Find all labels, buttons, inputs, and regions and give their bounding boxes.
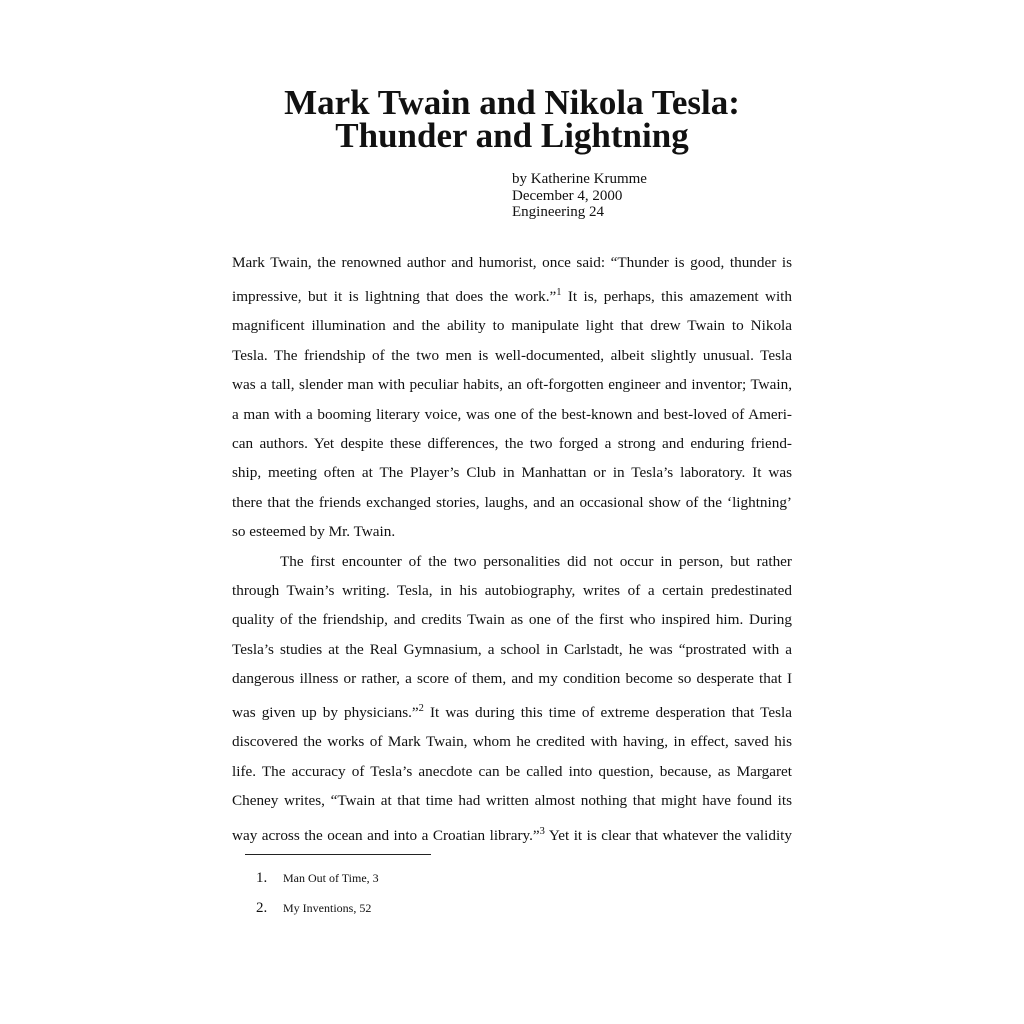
text-segment: ship, meeting often at The Player’s Club in Manhattan or in Tesla’s laboratory. It was	[232, 464, 792, 482]
text-line	[232, 609, 792, 638]
text-line	[232, 462, 792, 491]
text-segment: life. The accuracy of Tesla’s anecdote can be called into question, because, as Margaret	[232, 762, 792, 780]
text-line	[232, 492, 792, 521]
footnote-reference: 1	[556, 287, 562, 299]
text-line	[232, 345, 792, 374]
text-line	[232, 521, 792, 550]
text-line	[232, 697, 792, 731]
text-line	[232, 252, 792, 281]
course: Engineering 24	[512, 204, 605, 220]
text-line	[232, 731, 792, 760]
text-line	[232, 761, 792, 790]
text-line	[232, 790, 792, 819]
text-line	[232, 551, 792, 580]
text-segment: magnificent illumination and the ability to manipulate light that drew Twain to Nikola	[232, 317, 792, 335]
text-segment: Tesla. The friendship of the two men is well-documented, albeit slightly unusual. Tesla	[232, 346, 792, 364]
text-segment: impressive, but it is lightning that does the work.”	[232, 288, 557, 306]
title-line-1: Mark Twain and Nikola Tesla:	[284, 83, 740, 122]
body-text	[232, 252, 792, 854]
text-line	[232, 580, 792, 609]
footnote-1	[256, 869, 379, 887]
author: by Katherine Krumme	[512, 171, 647, 187]
footnote-text: My Inventions, 52	[283, 901, 372, 915]
text-segment: Tesla’s studies at the Real Gymnasium, a school in Carlstadt, he was “prostrated with a	[232, 640, 792, 658]
byline	[512, 171, 647, 221]
text-segment: It was during this time of extreme desperation that Tesla	[423, 704, 792, 722]
date: December 4, 2000	[512, 187, 623, 204]
text-segment: Cheney writes, “Twain at that time had written almost nothing that might have found its	[232, 792, 792, 810]
text-segment: can authors. Yet despite these differences, the two forged a strong and enduring friend-	[232, 434, 792, 452]
footnote-number: 1.	[256, 870, 268, 886]
text-segment: was a tall, slender man with peculiar habits, an oft-forgotten engineer and inventor; Twain,	[232, 376, 792, 394]
footnote-text: Man Out of Time, 3	[283, 871, 379, 885]
text-segment: there that the friends exchanged stories, laughs, and an occasional show of the ‘lightning’	[232, 493, 792, 511]
title-line-2: Thunder and Lightning	[335, 116, 689, 155]
text-line	[232, 639, 792, 668]
footnote-number: 2.	[256, 900, 268, 916]
footnote-2	[256, 899, 371, 917]
text-segment: Mark Twain, the renowned author and humorist, once said: “Thunder is good, thunder is	[232, 254, 792, 271]
footnote-reference: 2	[418, 703, 424, 715]
document-title	[0, 83, 1024, 155]
text-segment: discovered the works of Mark Twain, whom he credited with having, in effect, saved his	[232, 733, 792, 751]
text-segment: It is, perhaps, this amazement with	[561, 288, 792, 306]
text-line	[232, 668, 792, 697]
text-segment: quality of the friendship, and credits Twain as one of the first who inspired him. During	[232, 611, 792, 629]
text-line	[232, 315, 792, 344]
text-segment: through Twain’s writing. Tesla, in his autobiography, writes of a certain predestinated	[232, 581, 792, 599]
text-line	[232, 281, 792, 315]
text-line	[232, 374, 792, 403]
text-segment: Yet it is clear that whatever the validity	[544, 826, 792, 844]
text-segment: way across the ocean and into a Croatian library.”	[232, 826, 540, 844]
text-segment: The first encounter of the two personalities did not occur in person, but rather	[280, 552, 792, 570]
text-line	[232, 404, 792, 433]
text-line	[232, 433, 792, 462]
text-segment: was given up by physicians.”	[232, 704, 419, 722]
text-line	[232, 820, 792, 854]
text-segment: a man with a booming literary voice, was one of the best-known and best-loved of Ameri-	[232, 405, 792, 423]
footnote-divider	[245, 854, 431, 855]
text-segment: dangerous illness or rather, a score of them, and my condition become so desperate that I	[232, 670, 792, 688]
footnote-reference: 3	[539, 825, 545, 837]
text-segment: so esteemed by Mr. Twain.	[232, 523, 396, 541]
